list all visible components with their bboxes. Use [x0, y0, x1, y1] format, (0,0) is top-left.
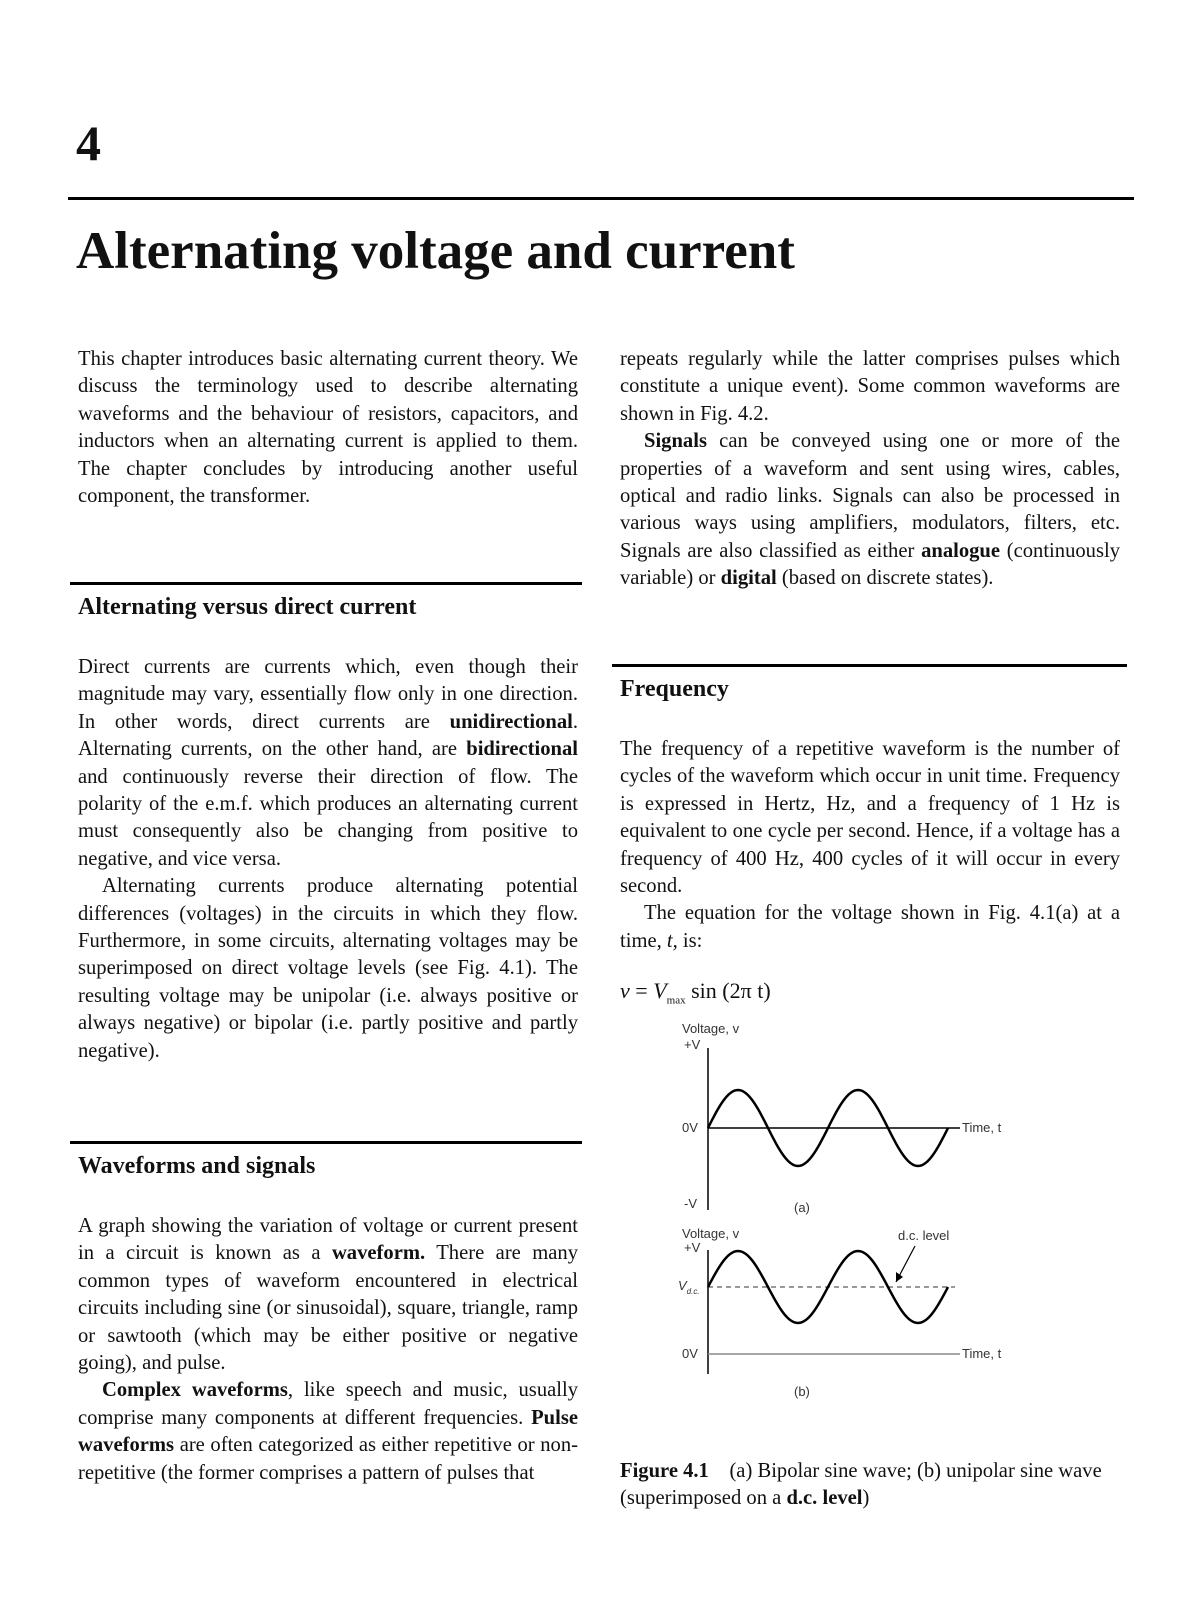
- fig-b-zero: 0V: [682, 1346, 698, 1361]
- fig-b-xlabel: Time, t: [962, 1346, 1002, 1361]
- text-run: A graph showing the variation of voltage or current present in a circuit is known as a: [78, 1215, 578, 1265]
- frequency-body: [620, 736, 1120, 955]
- term-waveform: waveform.: [331, 1242, 426, 1265]
- fig-a-ylabel: Voltage, v: [682, 1021, 740, 1036]
- text-run: The equation for the voltage shown in Fig. 4.1(a) at a time,: [620, 902, 1120, 952]
- term-bidirectional: bidirectional: [466, 738, 578, 761]
- chapter-rule: [68, 197, 1134, 200]
- waveforms-paragraph-1: [78, 1213, 578, 1377]
- text-run: . Alternating currents, on the other hand, are: [78, 710, 578, 761]
- section-rule-waveforms: [70, 1141, 582, 1144]
- frequency-paragraph-2: [620, 900, 1120, 955]
- fig-b-ylabel: Voltage, v: [682, 1226, 740, 1241]
- text-run: , like speech and music, usually comprise many components at different frequencies.: [78, 1379, 578, 1429]
- ac-dc-paragraph-2: Alternating currents produce alternating potential differences (voltages) in the circuits in which they flow. Furthermore, in some circuits, alternating voltages may be superimposed on direct voltage levels (see Fig. 4.1). The resulting voltage may be unipolar (i.e. always positive or always negative) or bipolar (i.e. partly positive and partly negative).: [78, 875, 578, 1062]
- term-analogue: analogue: [921, 539, 1001, 562]
- waveforms-paragraph-3: repeats regularly while the latter comprises pulses which constitute a unique event). Some common waveforms are shown in Fig. 4.2.: [620, 348, 1120, 425]
- ac-dc-body: [78, 654, 578, 1065]
- ac-dc-paragraph-1: [78, 654, 578, 873]
- text-run: (based on discrete states).: [776, 567, 994, 590]
- fig-a-label: (a): [794, 1200, 810, 1215]
- fig-a-plus-v: +V: [684, 1037, 701, 1052]
- fig-b-arrowhead: [896, 1272, 903, 1282]
- term-complex-waveforms: Complex waveforms: [102, 1379, 288, 1402]
- term-pulse-waveforms: Pulse waveforms: [78, 1406, 578, 1457]
- caption-text: (a) Bipolar sine wave; (b) unipolar sine wave (superimposed on a: [620, 1460, 1102, 1509]
- signals-paragraph: [620, 428, 1120, 592]
- fig-b-label: (b): [794, 1384, 810, 1399]
- text-run: Direct currents are currents which, even though their magnitude may vary, essentially flow only in one direction. In other words, direct currents are: [78, 656, 578, 733]
- section-rule-ac-dc: [70, 582, 582, 585]
- eq-subscript: max: [666, 994, 686, 1007]
- waveforms-body: [78, 1213, 578, 1487]
- term-unidirectional: unidirectional: [449, 710, 573, 733]
- eq-V: V: [653, 978, 667, 1003]
- heading-ac-dc: Alternating versus direct current: [78, 594, 417, 620]
- text-run: can be conveyed using one or more of the properties of a waveform and sent using wires, cables, optical and radio links. Signals can also be processed in various ways using amplifiers, modulators, filters, etc. Signals are also classified as either: [620, 430, 1120, 562]
- eq-rhs: sin (2π t): [685, 978, 771, 1003]
- caption-text-end: ): [862, 1487, 870, 1509]
- text-run: are often categorized as either repetitive or non-repetitive (the former comprises a pattern of pulses that: [78, 1434, 578, 1484]
- caption-label: Figure 4.1: [620, 1460, 709, 1482]
- text-run: and continuously reverse their direction of flow. The polarity of the e.m.f. which produces an alternating current must consequently also be changing from positive to negative, and vice versa.: [78, 765, 578, 870]
- waveforms-paragraph-2: [78, 1377, 578, 1487]
- waveforms-continued: [620, 346, 1120, 593]
- section-rule-frequency: [612, 664, 1127, 667]
- figure-caption: [620, 1458, 1120, 1512]
- text-run: (continuously variable) or: [620, 539, 1121, 590]
- fig-a-minus-v: -V: [684, 1196, 697, 1211]
- eq-v: v: [620, 978, 630, 1003]
- voltage-equation: [620, 980, 771, 1006]
- fig-a-zero: 0V: [682, 1120, 698, 1135]
- chapter-number: 4: [76, 115, 101, 171]
- term-signals: Signals: [644, 430, 707, 453]
- chapter-title: Alternating voltage and current: [76, 222, 795, 280]
- variable-t: t,: [666, 929, 678, 952]
- text-run: There are many common types of waveform encountered in electrical circuits including sine (or sinusoidal), square, triangle, ramp or sawtooth (which may be either positive or negative going), and pulse.: [78, 1242, 579, 1375]
- heading-frequency: Frequency: [620, 676, 729, 702]
- fig-a-xlabel: Time, t: [962, 1120, 1002, 1135]
- fig-b-vdc: $V_{d.c.}$: [678, 1278, 700, 1296]
- fig-b-annotation: d.c. level: [898, 1228, 950, 1243]
- caption-bold: d.c. level: [786, 1487, 863, 1509]
- term-digital: digital: [720, 567, 777, 590]
- intro-text: This chapter introduces basic alternating current theory. We discuss the terminology used to describe alternating waveforms and the behaviour of resistors, capacitors, and inductors when an alternating current is applied to them. The chapter concludes by introducing another useful component, the transformer.: [78, 348, 578, 508]
- text-run: is:: [677, 929, 703, 952]
- heading-waveforms: Waveforms and signals: [78, 1153, 316, 1179]
- frequency-paragraph-1: The frequency of a repetitive waveform is the number of cycles of the waveform which occur in unit time. Frequency is expressed in Hertz, Hz, and a frequency of 1 Hz is equivalent to one cycle per second. Hence, if a voltage has a frequency of 400 Hz, 400 cycles of it will occur in every second.: [620, 738, 1120, 898]
- eq-equals: =: [629, 978, 654, 1003]
- figure-4-1: [660, 1018, 1060, 1444]
- intro-paragraph: [78, 346, 578, 510]
- fig-b-plus-v: +V: [684, 1240, 701, 1255]
